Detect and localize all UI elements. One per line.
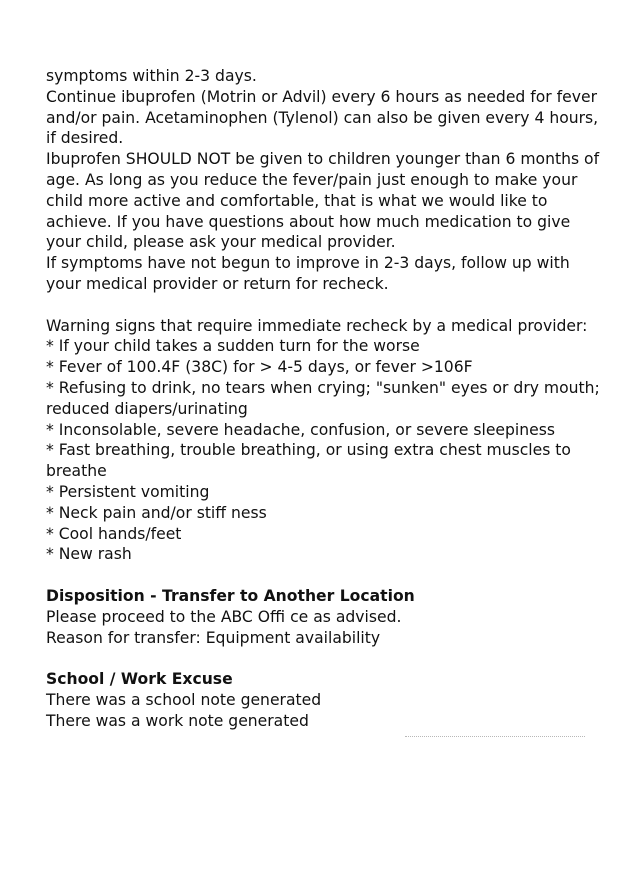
- warning-item: * Refusing to drink, no tears when crying; "sunken" eyes or dry mouth; reduced diapers/urinating: [46, 378, 600, 418]
- spacer: [46, 565, 602, 586]
- paragraph-ibuprofen-dosing: Continue ibuprofen (Motrin or Advil) every 6 hours as needed for fever and/or pain. Acetaminophen (Tylenol) can also be given every 4 hours, if desired.: [46, 87, 599, 148]
- paragraph-symptoms-days: symptoms within 2-3 days.: [46, 67, 257, 85]
- warning-item: * Fever of 100.4F (38C) for > 4-5 days, or fever >106F: [46, 358, 473, 377]
- disposition-line: Please proceed to the ABC Offi ce as advised.: [46, 607, 402, 626]
- warning-item: * Inconsolable, severe headache, confusion, or severe sleepiness: [46, 420, 555, 439]
- warning-item: * New rash: [46, 545, 132, 564]
- warning-item: * Persistent vomiting: [46, 482, 210, 501]
- warning-item: * If your child takes a sudden turn for the worse: [46, 337, 420, 356]
- document-page: [46, 66, 602, 732]
- spacer: [46, 648, 602, 669]
- warning-signs-intro: Warning signs that require immediate recheck by a medical provider:: [46, 316, 588, 335]
- paragraph-follow-up: If symptoms have not begun to improve in 2-3 days, follow up with your medical provider or return for recheck.: [46, 254, 570, 293]
- excuse-line: There was a work note generated: [46, 711, 309, 730]
- signature-line: [405, 736, 585, 737]
- warning-item: * Fast breathing, trouble breathing, or using extra chest muscles to breathe: [46, 441, 571, 481]
- disposition-line: Reason for transfer: Equipment availability: [46, 628, 381, 647]
- disposition-heading: Disposition - Transfer to Another Location: [46, 586, 415, 605]
- warning-item: * Neck pain and/or stiff ness: [46, 503, 267, 522]
- excuse-line: There was a school note generated: [46, 690, 322, 709]
- spacer: [46, 295, 602, 316]
- excuse-heading: School / Work Excuse: [46, 670, 233, 689]
- paragraph-ibuprofen-age-warning: Ibuprofen SHOULD NOT be given to children younger than 6 months of age. As long as you reduce the fever/pain just enough to make your child more active and comfortable, that is what we would like to achieve. If you have questions about how much medication to give your child, please ask your medical provider.: [46, 150, 600, 252]
- warning-item: * Cool hands/feet: [46, 524, 182, 543]
